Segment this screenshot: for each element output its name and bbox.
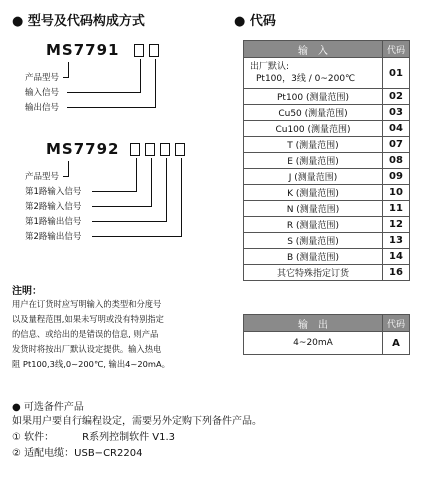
note-line: 阻 Pt100,3线,0~200℃, 输出4~20mA。 [12,359,170,369]
table-row [244,89,410,105]
options-desc: 如果用户要自行编程设定，需要另外定购下列备件产品。 [12,416,262,427]
default-row-code: 01 [383,58,410,89]
row-code: 10 [383,185,410,201]
row-code: 12 [383,217,410,233]
row-label: T (测量范围) [244,137,383,153]
table-row [244,58,410,89]
option-item-cable [12,446,142,462]
model1-label-product: 产品型号 [25,73,60,83]
table-row [244,185,410,201]
table-row [244,332,410,355]
row-label: J (测量范围) [244,169,383,185]
code-section-title-text: 代码 [249,14,276,29]
row-code: 09 [383,169,410,185]
row-label: 4~20mA [244,332,383,355]
model2-label-product: 产品型号 [25,172,60,182]
model1-leader [63,77,69,78]
model2-code-box-1 [130,143,140,156]
model2-name: MS7792 [46,140,120,158]
table-row [244,217,410,233]
table-row [244,233,410,249]
note-line: 用户在订货时应写明输入的类型和分度号 [12,299,162,309]
output-table-header [244,315,410,332]
model1-name: MS7791 [46,41,120,59]
model2-code-box-3 [160,143,170,156]
model2-leader [181,158,182,237]
model2-label-output1: 第1路输出信号 [25,217,82,227]
model1-leader [68,62,69,78]
model2-leader [92,236,182,237]
row-code: 02 [383,89,410,105]
row-code: 07 [383,137,410,153]
row-code: 14 [383,249,410,265]
row-code: 03 [383,105,410,121]
input-table-header [244,41,410,58]
note-line: 以及量程范围,如果未写明或没有特别指定 [12,314,164,324]
row-label: Cu50 (测量范围) [244,105,383,121]
model2-leader [92,221,167,222]
model2-leader [166,158,167,222]
output-code-table [243,314,410,355]
model1-label-input: 输入信号 [25,88,60,98]
table-row [244,153,410,169]
model2-leader [151,158,152,207]
row-label: S (测量范围) [244,233,383,249]
option-value: R系列控制软件 V1.3 [82,432,176,443]
model2-leader [68,161,69,177]
model2-leader [136,158,137,192]
model2-leader [92,206,152,207]
input-code-table [243,40,410,281]
output-header-code: 代码 [383,315,410,332]
default-row-label [244,58,383,89]
options-title-text: 可选备件产品 [23,402,84,413]
row-code: 11 [383,201,410,217]
option-item-software [12,430,175,446]
model1-leader [67,92,141,93]
model2-leader [92,191,137,192]
default-row-line2: Pt100，3线 / 0~200℃ [256,74,356,84]
note-line: 发货时将按出厂默认设定提供。输入热电 [12,344,162,354]
input-header-label: 输 入 [244,41,383,58]
table-row [244,137,410,153]
model1-leader [155,59,156,108]
table-row [244,105,410,121]
model2-code-box-4 [175,143,185,156]
row-label: N (测量范围) [244,201,383,217]
table-row [244,249,410,265]
section-title-model: ● 型号及代码构成方式 [12,14,145,29]
options-title: ● 可选备件产品 [12,402,84,413]
row-code: A [383,332,410,355]
row-code: 13 [383,233,410,249]
model2-label-input1: 第1路输入信号 [25,187,82,197]
model1-leader [140,59,141,93]
row-label: Pt100 (测量范围) [244,89,383,105]
table-row [244,201,410,217]
table-row [244,265,410,281]
row-label: 其它特殊指定订货 [244,265,383,281]
option-num: ② [12,448,21,459]
row-label: K (测量范围) [244,185,383,201]
note-title: 注明： [12,286,42,297]
row-label: Cu100 (测量范围) [244,121,383,137]
row-label: E (测量范围) [244,153,383,169]
model2-code-box-2 [145,143,155,156]
model1-code-box-2 [149,44,159,57]
option-label: 软件： [24,432,55,443]
row-label: R (测量范围) [244,217,383,233]
section-title-code: ● 代码 [234,14,276,29]
note-body [12,297,234,372]
model-section-title-text: 型号及代码构成方式 [27,14,145,29]
row-code: 04 [383,121,410,137]
row-label: B (测量范围) [244,249,383,265]
model1-label-output: 输出信号 [25,103,60,113]
model1-code-box-1 [134,44,144,57]
note-line: 的信息、或给出的是错误的信息, 则产品 [12,329,159,339]
row-code: 08 [383,153,410,169]
input-header-code: 代码 [383,41,410,58]
model2-label-input2: 第2路输入信号 [25,202,82,212]
table-row [244,121,410,137]
row-code: 16 [383,265,410,281]
option-num: ① [12,432,21,443]
option-label: 适配电缆： [24,448,75,459]
table-row [244,169,410,185]
model2-leader [63,176,69,177]
output-header-label: 输 出 [244,315,383,332]
model1-leader [67,107,156,108]
default-row-line1: 出厂默认: [250,62,290,72]
model2-label-output2: 第2路输出信号 [25,232,82,242]
option-value: USB−CR2204 [74,448,143,459]
